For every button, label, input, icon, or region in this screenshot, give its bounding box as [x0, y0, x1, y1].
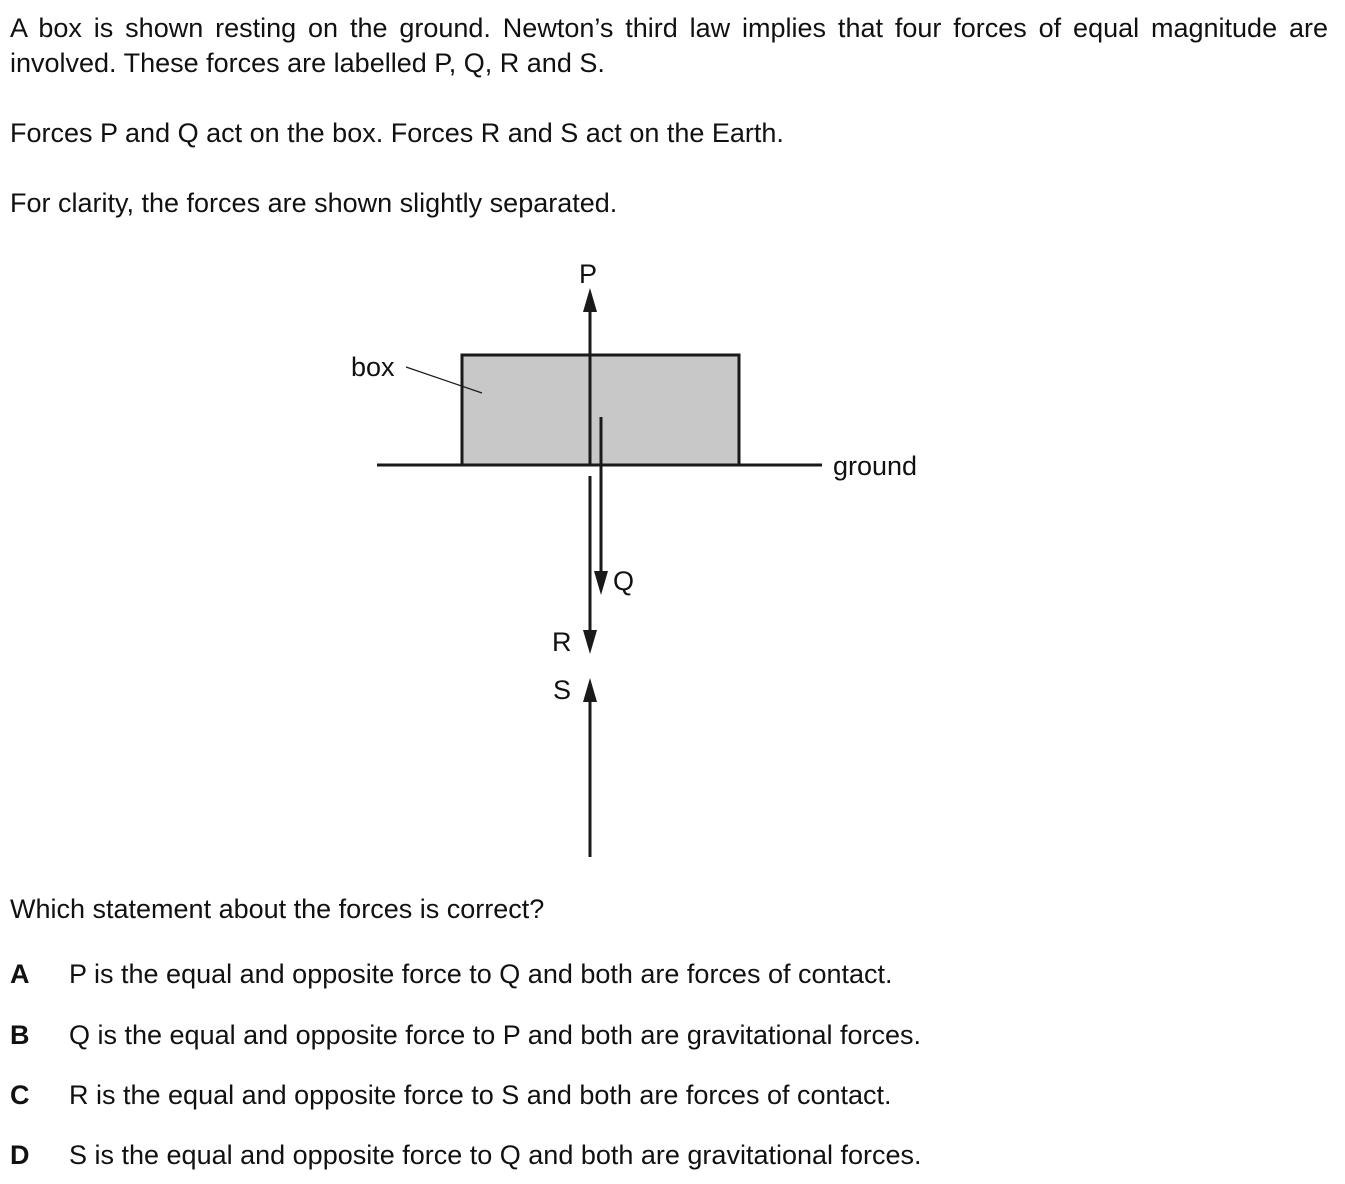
- force-s-arrowhead: [583, 678, 597, 702]
- force-p-label: P: [579, 259, 598, 289]
- force-s-label: S: [553, 675, 572, 705]
- option-c-letter: C: [10, 1080, 30, 1110]
- option-b-text: Q is the equal and opposite force to P and both are gravitational forces.: [69, 1020, 922, 1050]
- intro-paragraph-2: Forces P and Q act on the box. Forces R and S act on the Earth.: [10, 118, 784, 148]
- force-q-label: Q: [613, 566, 635, 596]
- option-c-text: R is the equal and opposite force to S and both are forces of contact.: [69, 1080, 892, 1110]
- force-r-label: R: [552, 627, 572, 657]
- force-r-arrowhead: [583, 630, 597, 654]
- intro-paragraph-1: A box is shown resting on the ground. Newton’s third law implies that four forces of equal magnitude are involved. These forces are labelled P, Q, R and S.: [10, 13, 1328, 78]
- option-a-letter: A: [10, 959, 30, 989]
- ground-label: ground: [833, 451, 918, 481]
- question-stem: Which statement about the forces is correct?: [10, 894, 545, 924]
- force-p-arrowhead: [583, 288, 597, 312]
- option-d-text: S is the equal and opposite force to Q and both are gravitational forces.: [69, 1140, 922, 1170]
- option-b-letter: B: [10, 1020, 30, 1050]
- box-label: box: [351, 352, 395, 382]
- option-d-letter: D: [10, 1140, 30, 1170]
- option-a-text: P is the equal and opposite force to Q and both are forces of contact.: [69, 959, 893, 989]
- intro-paragraph-3: For clarity, the forces are shown slightly separated.: [10, 188, 618, 218]
- force-q-arrowhead: [594, 571, 608, 595]
